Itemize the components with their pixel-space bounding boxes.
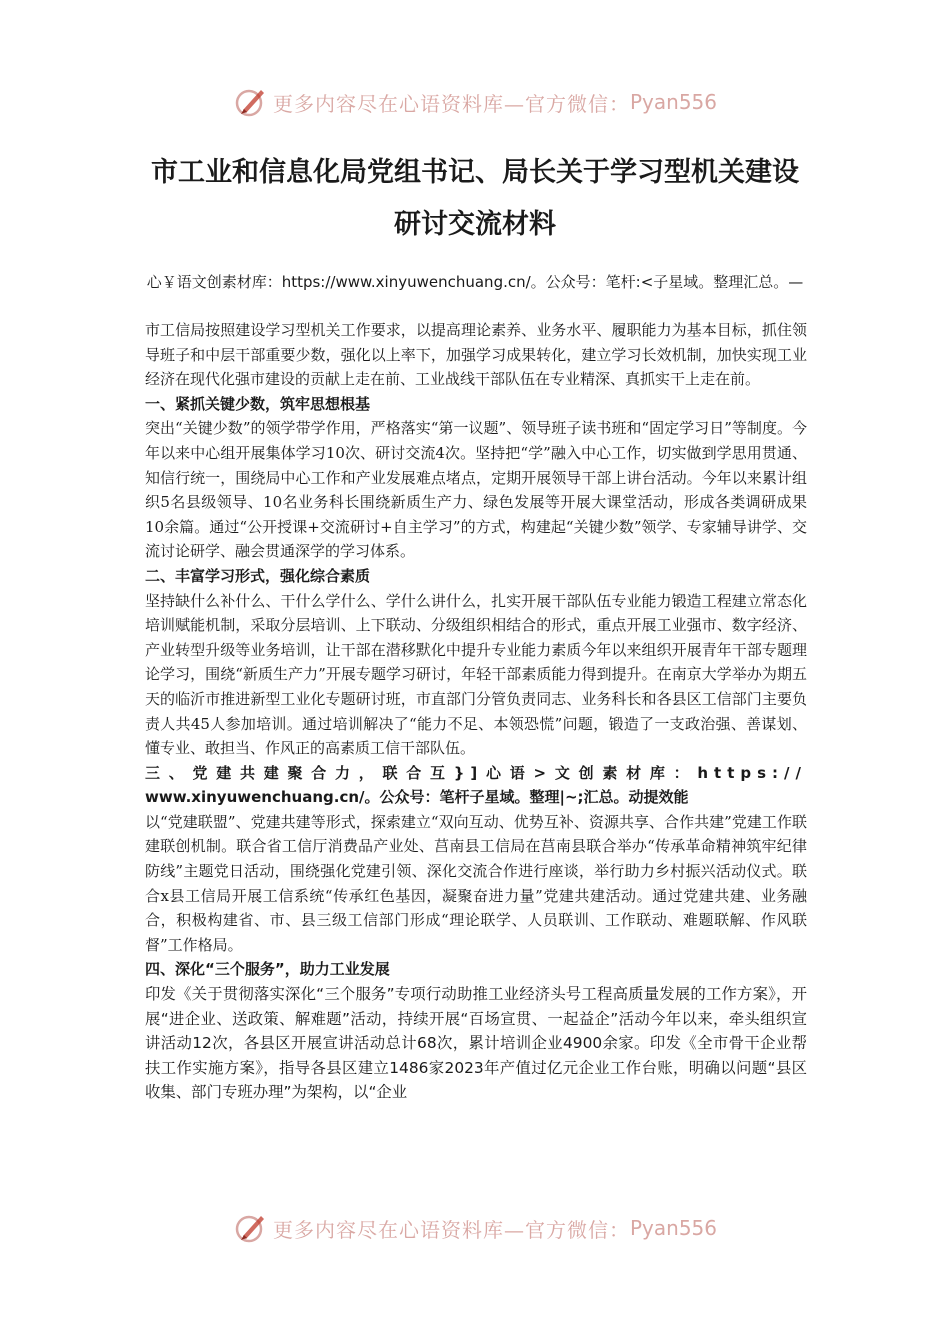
section-heading-3-line-2: www.xinyuwenchuang.cn/。公众号：笔杆子星域。整理|~;汇总。动提效能 bbox=[145, 788, 689, 807]
section-paragraph-2: 坚持缺什么补什么、干什么学什么、学什么讲什么，扎实开展干部队伍专业能力锻造工程建立常态化培训赋能机制，采取分层培训、上下联动、分级组织相结合的形式，重点开展工业强市、数字经济、产业转型升级等业务培训，让干部在潜移默化中提升专业能力素质今年以来组织开展青年干部专题理论学习，围绕“新质生产力”开展专题学习研讨，年轻干部素质能力得到提升。在南京大学举办为期五天的临沂市推进新型工业化专题研讨班，市直部门分管负责同志、业务科长和各县区工信部门主要负责人共45人参加培训。通过培训解决了“能力不足、本领恐慌”问题，锻造了一支政治强、善谋划、懂专业、敢担当、作风正的高素质工信干部队伍。 bbox=[145, 591, 807, 758]
watermark-text: 更多内容尽在心语资料库—官方微信： bbox=[272, 1217, 630, 1242]
section-heading-2: 二、丰富学习形式，强化综合素质 bbox=[145, 566, 371, 585]
section-paragraph-4: 印发《关于贯彻落实深化“三个服务”专项行动助推工业经济头号工程高质量发展的工作方案》，开展“进企业、送政策、解难题”活动，持续开展“百场宣贯、一起益企”活动今年以来，牵头组织宣讲活动12次，各县区开展宣讲活动总计68次，累计培训企业4900余家。印发《全市骨干企业帮扶工作实施方案》，指导各县区建立1486家2023年产值过亿元企业工作台账，明确以问题“县区收集、部门专班办理”为架构，以“企业 bbox=[145, 985, 807, 1102]
source-line: 心￥语文创素材库：https://www.xinyuwenchuang.cn/。公众号：笔杆:<子星域。整理汇总。— bbox=[146, 273, 804, 291]
watermark-text: 更多内容尽在心语资料库—官方微信： bbox=[272, 91, 630, 116]
pen-logo-icon bbox=[233, 84, 269, 120]
watermark-wechat-id: Pyan556 bbox=[629, 1216, 717, 1240]
pen-logo-icon bbox=[233, 1210, 269, 1246]
watermark-wechat-id: Pyan556 bbox=[629, 90, 717, 114]
section-heading-1: 一、紧抓关键少数，筑牢思想根基 bbox=[145, 394, 371, 413]
section-heading-4: 四、深化“三个服务”，助力工业发展 bbox=[145, 960, 390, 979]
section-heading-3-line-1: 三、党建共建聚合力，联合互}]心语>文创素材库：https:// bbox=[145, 763, 807, 782]
section-paragraph-1: 突出“关键少数”的领学带学作用，严格落实“第一议题”、领导班子读书班和“固定学习日”等制度。今年以来中心组开展集体学习10次、研讨交流4次。坚持把“学”融入中心工作，切实做到学思用贯通、知信行统一，围绕局中心工作和产业发展难点堵点，定期开展领导干部上讲台活动。今年以来累计组织5名县级领导、10名业务科长围绕新质生产力、绿色发展等开展大课堂活动，形成各类调研成果10余篇。通过“公开授课+交流研讨+自主学习”的方式，构建起“关键少数”领学、专家辅导讲学、交流讨论研学、融会贯通深学的学习体系。 bbox=[145, 419, 807, 561]
watermark-banner-top bbox=[0, 82, 950, 122]
document-body bbox=[145, 318, 807, 1105]
document-title: 市工业和信息化局党组书记、局长关于学习型机关建设研讨交流材料 bbox=[151, 157, 799, 240]
watermark-banner-bottom bbox=[0, 1208, 950, 1248]
intro-paragraph: 市工信局按照建设学习型机关工作要求，以提高理论素养、业务水平、履职能力为基本目标，抓住领导班子和中层干部重要少数，强化以上率下，加强学习成果转化，建立学习长效机制，加快实现工业经济在现代化强市建设的贡献上走在前、工业战线干部队伍在专业精深、真抓实干上走在前。 bbox=[145, 321, 807, 389]
section-paragraph-3: 以“党建联盟”、党建共建等形式，探索建立“双向互动、优势互补、资源共享、合作共建”党建工作联建联创机制。联合省工信厅消费品产业处、莒南县工信局在莒南县联合举办“传承革命精神筑牢纪律防线”主题党日活动，围绕强化党建引领、深化交流合作进行座谈，举行助力乡村振兴活动仪式。联合x县工信局开展工信系统“传承红色基因，凝聚奋进力量”党建共建活动。通过党建共建、业务融合，积极构建省、市、县三级工信部门形成“理论联学、人员联训、工作联动、难题联解、作风联督”工作格局。 bbox=[145, 812, 807, 954]
